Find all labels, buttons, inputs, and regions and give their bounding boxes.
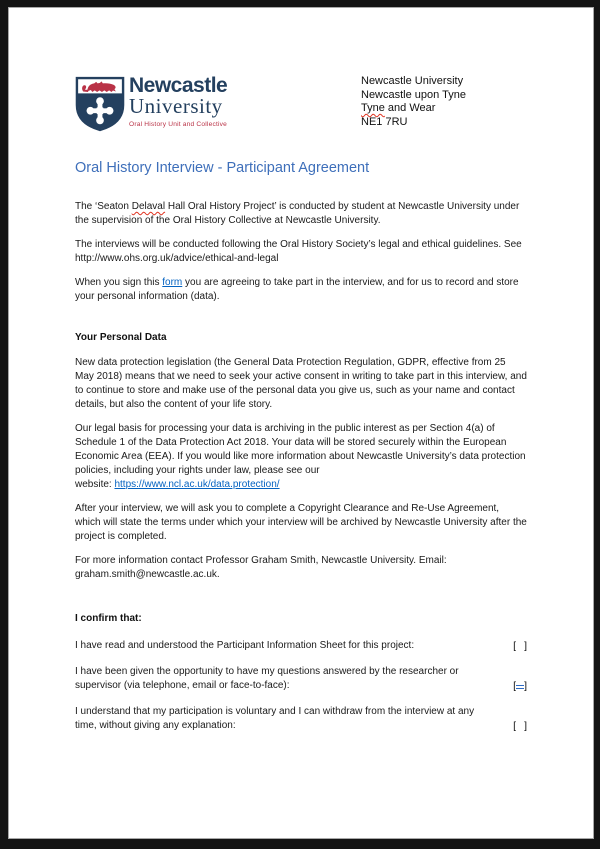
spellcheck-word: Tyne bbox=[361, 102, 385, 114]
intro-paragraph-3: When you sign this form you are agreeing to take part in the interview, and for us to record and store your personal information (data). bbox=[75, 277, 519, 302]
personal-data-paragraph-4: For more information contact Professor Graham Smith, Newcastle University. Email: graham.smith@newcastle.ac.uk. bbox=[75, 555, 447, 580]
address-line: Newcastle upon Tyne bbox=[361, 88, 466, 101]
confirm-heading: I confirm that: bbox=[75, 613, 142, 624]
confirm-checkbox-1[interactable]: [ ] bbox=[513, 640, 527, 652]
form-link[interactable]: form bbox=[162, 277, 183, 288]
data-protection-link[interactable]: https://www.ncl.ac.uk/data.protection/ bbox=[114, 479, 280, 490]
section-heading-personal-data: Your Personal Data bbox=[75, 332, 167, 343]
spellcheck-word: Delaval bbox=[131, 201, 166, 212]
page-title: Oral History Interview - Participant Agreement bbox=[75, 160, 370, 176]
logo-name-bottom: University bbox=[129, 94, 223, 118]
confirm-item-text: I have been given the opportunity to have my questions answered by the researcher or supervisor (via telephone, email or face-to-face): bbox=[75, 666, 459, 691]
confirm-checkbox-3[interactable]: [ ] bbox=[513, 720, 527, 732]
confirm-item-2 bbox=[75, 665, 527, 693]
address-line: Newcastle University bbox=[361, 75, 464, 87]
newcastle-university-logo bbox=[75, 75, 227, 133]
intro-paragraph-1: The ‘Seaton Delaval Hall Oral History Project’ is conducted by student at Newcastle University under the supervision of the Oral History Collective at Newcastle University. bbox=[75, 201, 520, 226]
confirm-item-text: I have read and understood the Participant Information Sheet for this project: bbox=[75, 640, 415, 651]
address-line: Tyne and Wear bbox=[361, 102, 436, 114]
document-header bbox=[75, 75, 527, 133]
confirm-checkbox-2[interactable]: [ ] bbox=[513, 680, 527, 692]
personal-data-paragraph-1: New data protection legislation (the General Data Protection Regulation, GDPR, effective from 25 May 2018) means that we need to seek your active consent in writing to take part in this interview, and to continue to store and make use of the personal data you give us, such as your name and contact details, but also the content of your life story. bbox=[75, 357, 527, 410]
logo-wordmark bbox=[129, 75, 227, 129]
confirm-item-1 bbox=[75, 639, 527, 653]
confirm-item-text: I understand that my participation is voluntary and I can withdraw from the interview at any time, without giving any explanation: bbox=[75, 706, 475, 731]
personal-data-paragraph-2: Our legal basis for processing your data is archiving in the public interest as per Section 4(a) of Schedule 1 of the Data Protection Act 2018. Your data will be stored securely within the European Economic Area (EEA). If you would like more information about Newcastle University’s data protection policies, including your rights under law, please see our website: https://www.ncl.ac.uk/data.protection/ bbox=[75, 423, 526, 490]
logo-name-top: Newcastle bbox=[129, 74, 228, 97]
address-line: NE1 7RU bbox=[361, 115, 408, 128]
personal-data-paragraph-3: After your interview, we will ask you to complete a Copyright Clearance and Re-Use Agreement, which will state the terms under which your interview will be archived by Newcastle University after the project is completed. bbox=[75, 503, 527, 542]
confirm-item-3 bbox=[75, 705, 527, 733]
cursor-mark bbox=[516, 685, 524, 689]
document-page bbox=[8, 7, 594, 839]
address-block bbox=[361, 75, 527, 129]
logo-subtitle: Oral History Unit and Collective bbox=[129, 121, 228, 128]
intro-paragraph-2: The interviews will be conducted following the Oral History Society’s legal and ethical guidelines. See http://www.ohs.org.uk/advice/ethical-and-legal bbox=[75, 239, 522, 264]
university-shield-icon bbox=[75, 75, 125, 133]
